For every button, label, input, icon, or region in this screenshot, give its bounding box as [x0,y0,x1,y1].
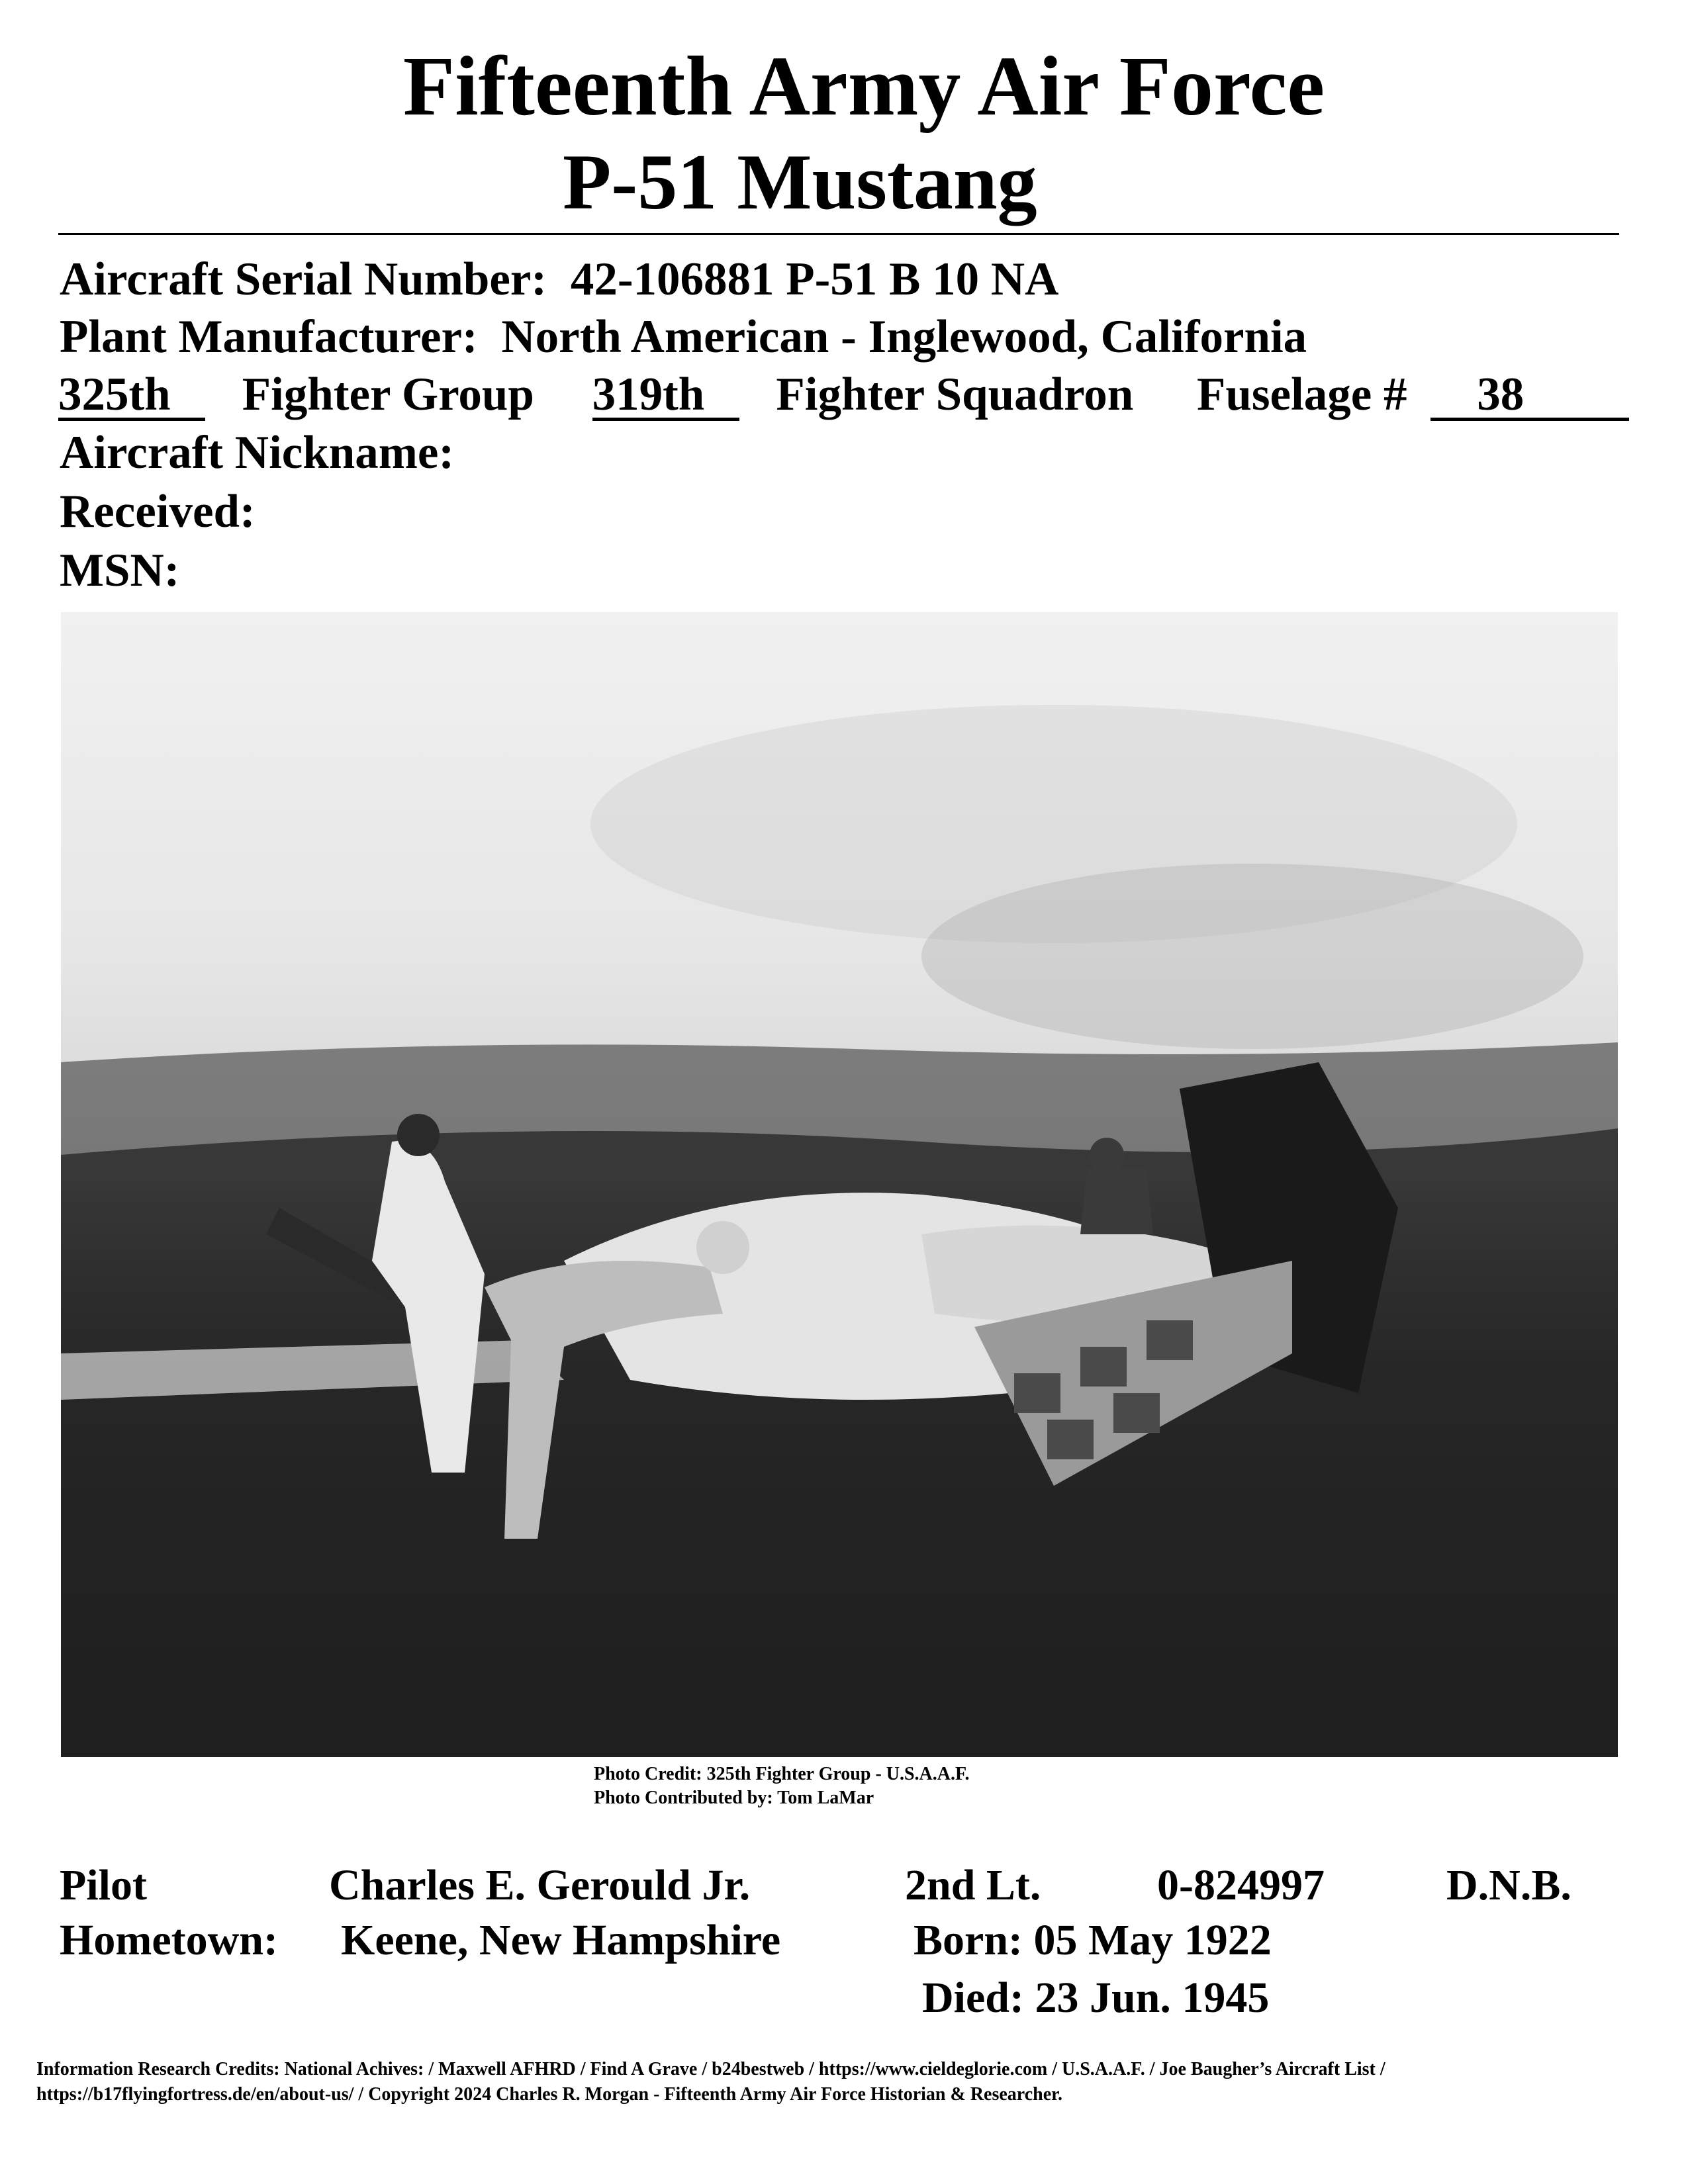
research-credits-line-1: Information Research Credits: National Achives: / Maxwell AFHRD / Find A Grave / b24bestweb / https://www.cieldeglorie.com / U.S.A.A.F. / Joe Baugher’s Aircraft List / [36,2059,1385,2079]
squadron-value: 319th [592,371,739,421]
unit-row [58,367,1629,422]
pilot-name: Charles E. Gerould Jr. [329,1861,751,1909]
fuselage-label: Fuselage # [1197,369,1407,420]
page-subtitle: P-51 Mustang [563,138,1037,226]
msn-label: MSN: [60,545,180,596]
page-title: Fifteenth Army Air Force [402,39,1325,133]
nickname-label: Aircraft Nickname: [60,427,455,478]
serial-label: Aircraft Serial Number: [60,253,547,305]
photo-credit: Photo Credit: 325th Fighter Group - U.S.A.A.F. [594,1764,970,1784]
group-value: 325th [58,371,205,421]
manufacturer-row [60,309,1307,365]
photo-illustration [61,612,1618,1757]
received-label: Received: [60,486,256,537]
aircraft-wreck-photo [61,612,1618,1757]
manufacturer-label: Plant Manufacturer: [60,311,478,363]
research-credits-line-2: https://b17flyingfortress.de/en/about-us/ / Copyright 2024 Charles R. Morgan - Fifteenth Army Air Force Historian & Researcher. [36,2084,1062,2105]
pilot-label: Pilot [60,1861,147,1909]
death-date: Died: 23 Jun. 1945 [922,1974,1270,2022]
pilot-status: D.N.B. [1446,1861,1571,1909]
title-divider [58,233,1619,235]
hometown-label: Hometown: [60,1916,278,1964]
hometown-value: Keene, New Hampshire [341,1916,781,1964]
serial-row [60,251,1058,307]
pilot-service-number: 0-824997 [1157,1861,1325,1909]
birth-date: Born: 05 May 1922 [914,1916,1272,1964]
manufacturer-value: North American - Inglewood, California [501,311,1307,363]
serial-value: 42-106881 P-51 B 10 NA [570,253,1059,305]
fuselage-value: 38 [1430,371,1629,421]
photo-contributor: Photo Contributed by: Tom LaMar [594,1788,874,1808]
squadron-label: Fighter Squadron [776,369,1134,420]
group-label: Fighter Group [242,369,534,420]
pilot-rank: 2nd Lt. [905,1861,1041,1909]
